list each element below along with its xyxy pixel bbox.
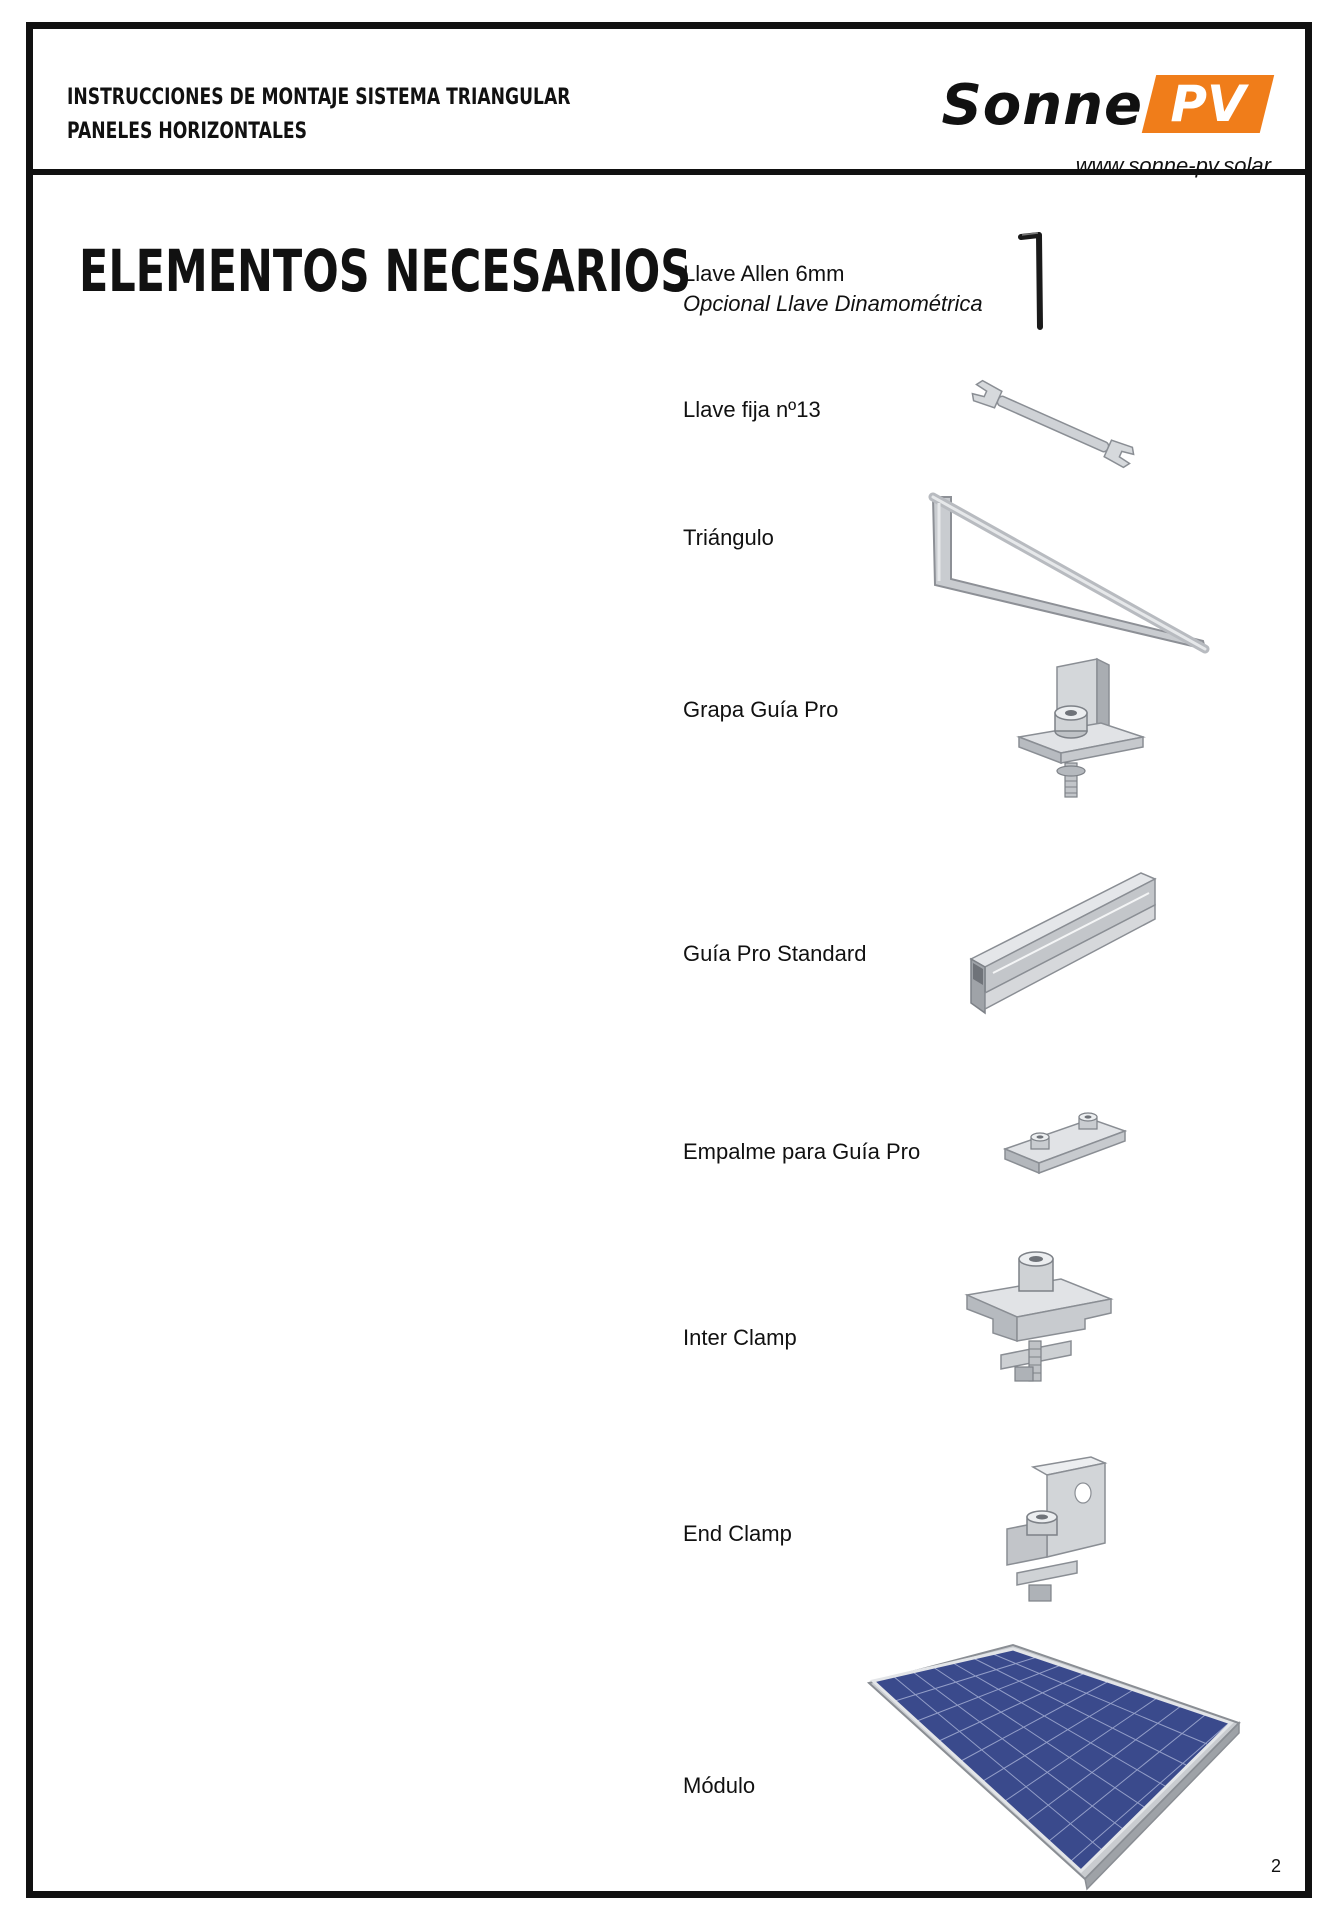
section-title: ELEMENTOS NECESARIOS (79, 237, 692, 305)
header-title-line1: INSTRUCCIONES DE MONTAJE SISTEMA TRIANGULAR (67, 85, 571, 110)
item-label-rail-splice: Empalme para Guía Pro (683, 1139, 921, 1164)
page-number: 2 (1270, 1856, 1281, 1876)
item-label-solar-module: Módulo (683, 1773, 756, 1798)
item-label-inter-clamp: Inter Clamp (683, 1325, 797, 1350)
rail-profile-icon (963, 863, 1163, 1023)
logo-badge (1142, 75, 1274, 133)
item-label-rail-clamp: Grapa Guía Pro (683, 697, 839, 722)
sonne-pv-logo (911, 67, 1271, 178)
rail-splice-icon (999, 1093, 1131, 1193)
item-label-end-clamp: End Clamp (683, 1521, 792, 1546)
allen-key-icon (1009, 229, 1069, 335)
item-label-allen-key: Llave Allen 6mm (683, 261, 845, 286)
triangle-frame-icon (923, 489, 1213, 659)
item-label-wrench: Llave fija nº13 (683, 397, 821, 422)
item-label-rail-profile: Guía Pro Standard (683, 941, 867, 966)
item-label-triangle: Triángulo (683, 525, 774, 550)
logo-badge-text: PV (1170, 75, 1246, 133)
logo-word: Sonne (941, 73, 1143, 138)
page-frame (26, 22, 1312, 1898)
header-title-line2: PANELES HORIZONTALES (67, 119, 307, 144)
rail-clamp-icon (1005, 649, 1155, 819)
wrench-icon (963, 369, 1143, 479)
logo-url: www.sonne-pv.solar (1075, 153, 1271, 178)
item-sublabel-allen-key: Opcional Llave Dinamométrica (683, 291, 983, 316)
inter-clamp-icon (953, 1245, 1123, 1405)
page-header (33, 29, 1305, 178)
solar-module-icon (847, 1633, 1247, 1903)
end-clamp-icon (993, 1449, 1123, 1629)
